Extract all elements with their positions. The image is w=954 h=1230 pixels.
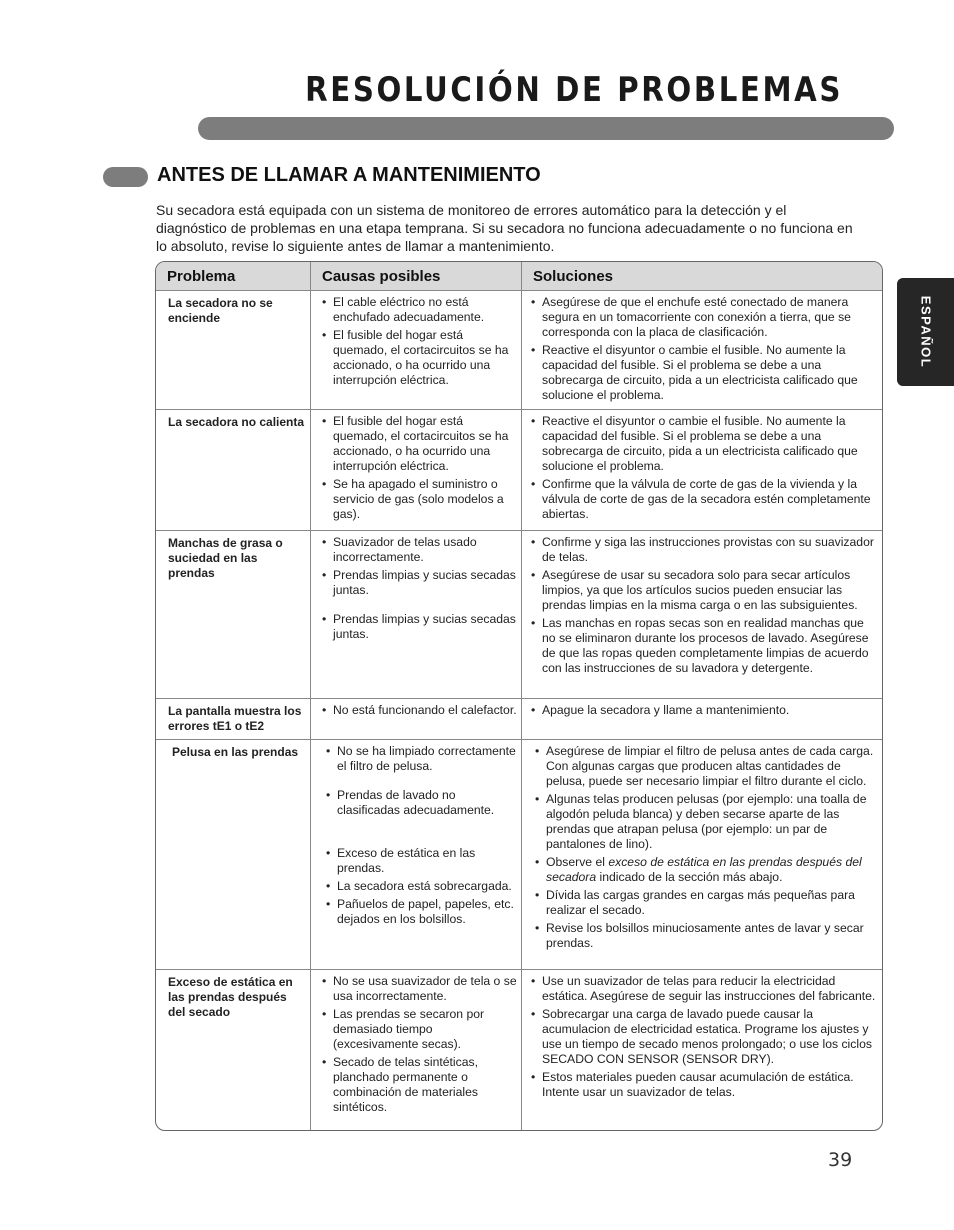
cause-item: • La secadora está sobrecargada. <box>323 879 518 894</box>
language-tab-label: ESPAÑOL <box>918 295 933 369</box>
solutions-cell <box>522 531 882 698</box>
table-row <box>156 291 882 410</box>
table-header <box>156 262 882 291</box>
section-marker <box>103 167 148 187</box>
problem-cell: Manchas de grasa o suciedad en las prendas <box>156 531 311 698</box>
cause-item: • El fusible del hogar está quemado, el cortacircuitos se ha accionado, o ha ocurrido una interrupción eléctrica. <box>319 328 518 388</box>
solution-item: • Reactive el disyuntor o cambie el fusible. No aumente la capacidad del fusible. Si el problema se debe a una sobrecarga de circuito, pida a un electricista calificado que solucione el problema. <box>528 414 879 474</box>
solutions-cell <box>522 291 882 409</box>
solution-item: • Confirme y siga las instrucciones provistas con su suavizador de telas. <box>528 535 879 565</box>
title-underline-bar <box>198 117 894 140</box>
problem-cell: La secadora no calienta <box>156 410 311 530</box>
cause-item: • El cable eléctrico no está enchufado adecuadamente. <box>319 295 518 325</box>
causes-cell <box>311 410 522 530</box>
intro-paragraph: Su secadora está equipada con un sistema de monitoreo de errores automático para la detección y el diagnóstico de problemas en una etapa temprana. Si su secadora no funciona adecuadamente o no funciona en lo absoluto, revise lo siguiente antes de llamar a mantenimiento. <box>156 202 853 254</box>
language-tab <box>897 278 954 386</box>
cause-item: • Suavizador de telas usado incorrectamente. <box>319 535 518 565</box>
header-solutions: Soluciones <box>533 268 614 285</box>
causes-cell <box>311 531 522 698</box>
cause-item: • Secado de telas sintéticas, planchado permanente o combinación de materiales sintéticos. <box>319 1055 518 1115</box>
cause-item: • Pañuelos de papel, papeles, etc. dejados en los bolsillos. <box>323 897 518 927</box>
causes-cell <box>311 699 522 739</box>
causes-cell <box>311 740 522 969</box>
observe-pre: Observe el <box>546 855 609 869</box>
problem-cell: Pelusa en las prendas <box>156 740 311 969</box>
solution-item-observe <box>532 855 879 885</box>
table-row <box>156 531 882 699</box>
solutions-cell <box>522 410 882 530</box>
solution-item: • Confirme que la válvula de corte de gas de la vivienda y la válvula de corte de gas de la secadora estén completamente abiertas. <box>528 477 879 522</box>
problem-cell: Exceso de estática en las prendas después del secado <box>156 970 311 1131</box>
cause-item: • No se ha limpiado correctamente el filtro de pelusa. <box>323 744 518 774</box>
solution-item: • Revise los bolsillos minuciosamente antes de lavar y secar prendas. <box>532 921 879 951</box>
solution-item: • Use un suavizador de telas para reducir la electricidad estática. Asegúrese de seguir las instrucciones del fabricante. <box>528 974 879 1004</box>
page-title: RESOLUCIÓN DE PROBLEMAS <box>305 70 843 110</box>
header-causes: Causas posibles <box>311 262 522 290</box>
problem-cell: La secadora no se enciende <box>156 291 311 409</box>
solution-item: • Reactive el disyuntor o cambie el fusible. No aumente la capacidad del fusible. Si el problema se debe a una sobrecarga de circuito, pida a un electricista calificado que solucione el problema. <box>528 343 879 403</box>
solutions-cell <box>522 970 882 1131</box>
table-row <box>156 699 882 740</box>
solution-item: • Sobrecargar una carga de lavado puede causar la acumulacion de electricidad estatica. Programe los ajustes y use un tiempo de secado menos prolongado; o use los ciclos SECADO CON SENSOR (SENSOR DRY). <box>528 1007 879 1067</box>
cause-item: • Se ha apagado el suministro o servicio de gas (solo modelos a gas). <box>319 477 518 522</box>
troubleshooting-table <box>155 261 883 1131</box>
table-row <box>156 970 882 1131</box>
cause-item: • Las prendas se secaron por demasiado tiempo (excesivamente secas). <box>319 1007 518 1052</box>
solution-item: • Apague la secadora y llame a mantenimiento. <box>528 703 879 718</box>
solutions-cell <box>522 740 882 969</box>
causes-cell <box>311 291 522 409</box>
table-row <box>156 740 882 970</box>
cause-item: • El fusible del hogar está quemado, el cortacircuitos se ha accionado, o ha ocurrido una interrupción eléctrica. <box>319 414 518 474</box>
solution-item: • Las manchas en ropas secas son en realidad manchas que no se eliminaron durante los procesos de lavado. Asegúrese de que las ropas queden completamente limpias de acuerdo con las instrucciones de su lavadora y detergente. <box>528 616 879 676</box>
solution-item: • Asegúrese de que el enchufe esté conectado de manera segura en un tomacorriente con conexión a tierra, que se corresponda con la placa de clasificación. <box>528 295 879 340</box>
cause-item: • Prendas limpias y sucias secadas juntas. <box>319 612 518 642</box>
observe-post: indicado de la sección más abajo. <box>596 870 783 884</box>
cause-item: • Prendas de lavado no clasificadas adecuadamente. <box>323 788 518 818</box>
page-number: 39 <box>828 1149 853 1171</box>
solution-item: • Dívida las cargas grandes en cargas más pequeñas para realizar el secado. <box>532 888 879 918</box>
causes-cell <box>311 970 522 1131</box>
header-problem: Problema <box>156 262 311 290</box>
cause-item: • Prendas limpias y sucias secadas juntas. <box>319 568 518 598</box>
problem-cell: La pantalla muestra los errores tE1 o tE2 <box>156 699 311 739</box>
solutions-cell <box>522 699 882 739</box>
observe-emphasis: exceso de estática en las prendas después del secadora <box>546 855 862 884</box>
cause-item: • Exceso de estática en las prendas. <box>323 846 518 876</box>
table-row <box>156 410 882 531</box>
solution-item: • Algunas telas producen pelusas (por ejemplo: una toalla de algodón peluda blanca) y deben secarse aparte de las prendas que atrapan pelusa (por ejemplo: un par de pantalones de lino). <box>532 792 879 852</box>
cause-item: • No está funcionando el calefactor. <box>319 703 518 718</box>
section-title: ANTES DE LLAMAR A MANTENIMIENTO <box>157 164 541 186</box>
solution-item: • Asegúrese de usar su secadora solo para secar artículos limpios, ya que los artículos sucios pueden ensuciar las prendas limpias en la misma carga o en las subsiguientes. <box>528 568 879 613</box>
solution-item: • Estos materiales pueden causar acumulación de estática. Intente usar un suavizador de telas. <box>528 1070 879 1100</box>
cause-item: • No se usa suavizador de tela o se usa incorrectamente. <box>319 974 518 1004</box>
solution-item: • Asegúrese de limpiar el filtro de pelusa antes de cada carga. Con algunas cargas que producen altas cantidades de pelusa, puede ser necesario limpiar el filtro durante el ciclo. <box>532 744 879 789</box>
